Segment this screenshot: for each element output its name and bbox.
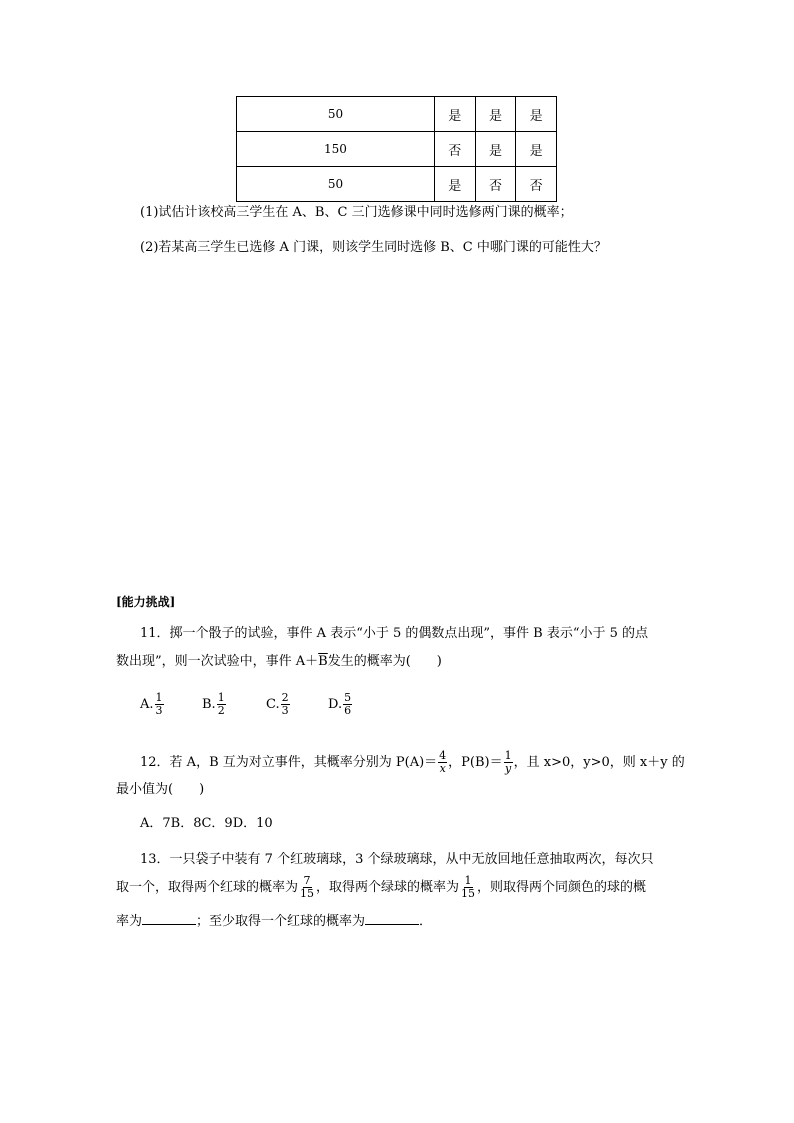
fraction: $\frac{7}{15}$ — [300, 874, 315, 900]
q11-option-c: C. $\frac{2}{3}$ — [266, 691, 289, 717]
fraction: $\frac{1}{2}$ — [217, 691, 225, 717]
table-row — [237, 167, 557, 202]
table-cell-a: 是 — [434, 97, 475, 132]
q13-line1: 13．一只袋子中装有 7 个红玻璃球，3 个绿玻璃球，从中无放回地任意抽取两次，每次只 — [140, 852, 654, 867]
fraction: $\frac{1}{3}$ — [155, 691, 163, 717]
table-cell-b: 否 — [475, 167, 516, 202]
q11-line1: 11．掷一个骰子的试验，事件 A 表示“小于 5 的偶数点出现”，事件 B 表示“小于 5 的点 — [140, 626, 649, 641]
table-row — [237, 97, 557, 132]
table-cell-c: 否 — [516, 167, 557, 202]
table-cell-b: 是 — [475, 132, 516, 167]
q11-line2-pre: 数出现”，则一次试验中，事件 A＋ — [116, 654, 319, 669]
q13-line3: 率为 ；至少取得一个红球的概率为 ． — [116, 910, 432, 932]
table-cell-count: 50 — [237, 97, 435, 132]
q12-line1: 12．若 A，B 互为对立事件，其概率分别为 P(A)＝ $\frac{4}{x}$ ，P(B)＝ $\frac{1}{y}$ ，且 x>0，y>0，则 x＋y 的 — [140, 749, 685, 775]
fraction: $\frac{5}{6}$ — [344, 691, 352, 717]
course-selection-table — [236, 96, 557, 202]
q12-line2: 最小值为( ) — [116, 782, 205, 797]
q11-option-a: A. $\frac{1}{3}$ — [140, 691, 163, 717]
q11-line2 — [116, 652, 442, 672]
q11-b-complement: $\overline{B}$ — [318, 654, 328, 669]
fraction: $\frac{4}{x}$ — [439, 749, 447, 775]
table-cell-c: 是 — [516, 132, 557, 167]
table-cell-count: 50 — [237, 167, 435, 202]
q10-part2: (2)若某高三学生已选修 A 门课，则该学生同时选修 B、C 中哪门课的可能性大？ — [140, 240, 607, 255]
q12-options: A．7B．8C．9D．10 — [140, 816, 273, 831]
q11-option-d: D. $\frac{5}{6}$ — [328, 691, 352, 717]
fraction: $\frac{1}{y}$ — [504, 749, 512, 775]
answer-blank[interactable] — [365, 910, 419, 925]
q11-option-b: B. $\frac{1}{2}$ — [202, 691, 225, 717]
q13-line2: 取一个，取得两个红球的概率为 $\frac{7}{15}$ ，取得两个绿球的概率为 $\frac{1}{15}$ ，则取得两个同颜色的球的概 — [116, 874, 647, 900]
fraction: $\frac{1}{15}$ — [461, 874, 476, 900]
table-cell-b: 是 — [475, 97, 516, 132]
table-cell-count: 150 — [237, 132, 435, 167]
fraction: $\frac{2}{3}$ — [281, 691, 289, 717]
section-title: [能力挑战] — [116, 595, 176, 609]
table-cell-a: 否 — [434, 132, 475, 167]
table-cell-a: 是 — [434, 167, 475, 202]
table-row — [237, 132, 557, 167]
table-cell-c: 是 — [516, 97, 557, 132]
answer-blank[interactable] — [142, 910, 196, 925]
q11-line2-post: 发生的概率为( ) — [327, 654, 442, 669]
q10-part1: (1)试估计该校高三学生在 A、B、C 三门选修课中同时选修两门课的概率； — [140, 205, 573, 220]
